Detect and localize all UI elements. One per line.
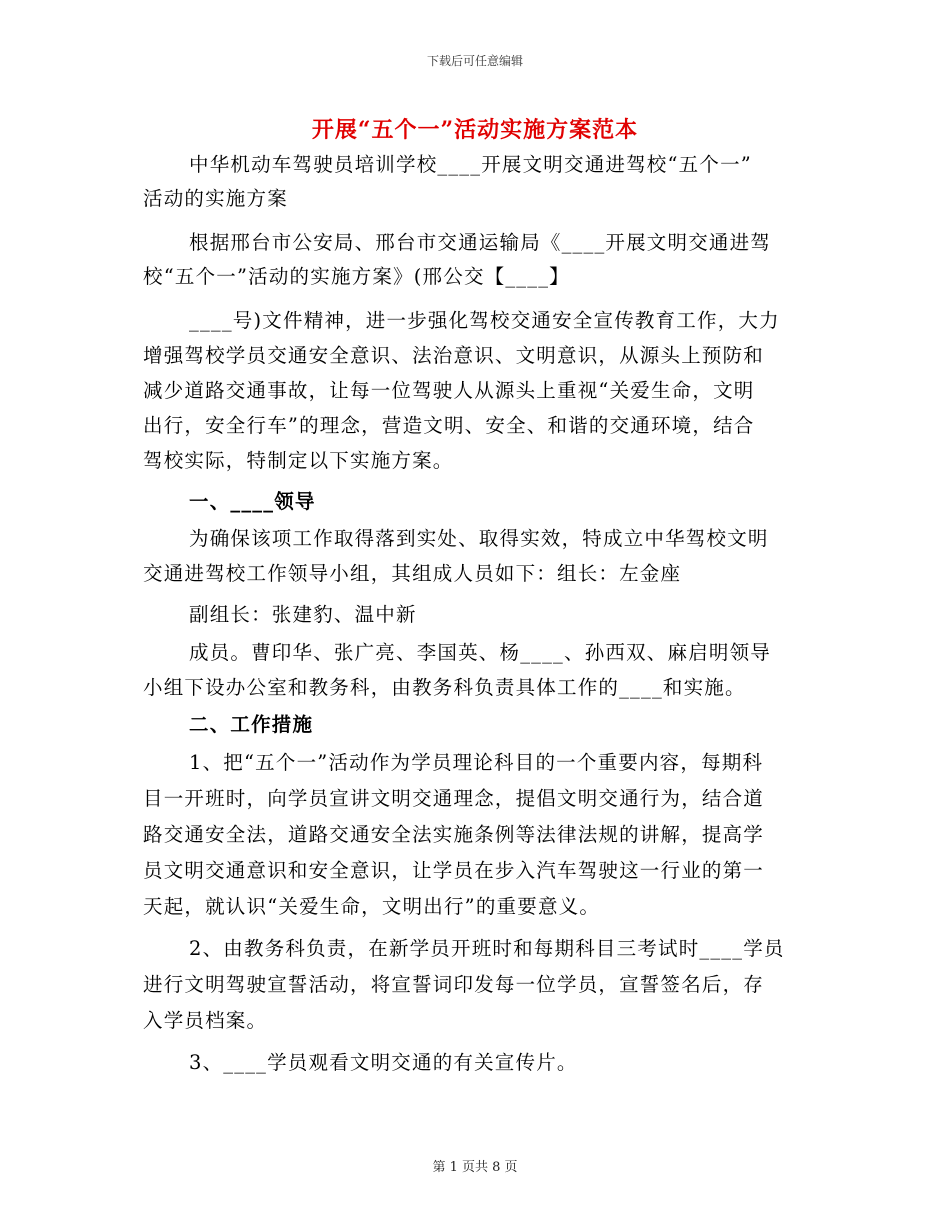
body-line: 校“五个一”活动的实施方案》(邢公交【____】 <box>143 265 570 288</box>
body-line: 交通进驾校工作领导小组，其组成人员如下：组长：左金座 <box>143 562 682 585</box>
page-footer: 第 1 页共 8 页 <box>432 1160 518 1175</box>
page-header-note: 下载后可任意编辑 <box>426 54 523 68</box>
body-line: 副组长：张建豹、温中新 <box>189 603 417 626</box>
body-line: 员文明交通意识和安全意识，让学员在步入汽车驾驶这一行业的第一 <box>143 859 765 882</box>
section-heading: 二、工作措施 <box>189 713 314 736</box>
body-line: 路交通安全法，道路交通安全法实施条例等法律法规的讲解，提高学 <box>143 823 765 846</box>
body-line: 根据邢台市公安局、邢台市交通运输局《____开展文明交通进驾 <box>189 231 772 254</box>
body-line: 天起，就认识“关爱生命，文明出行”的重要意义。 <box>143 895 601 918</box>
body-line: 活动的实施方案 <box>143 187 288 210</box>
body-line: 小组下设办公室和教务科，由教务科负责具体工作的____和实施。 <box>143 676 746 699</box>
section-heading: 一、____领导 <box>189 490 316 513</box>
body-line: 1、把“五个一”活动作为学员理论科目的一个重要内容，每期科 <box>189 751 764 774</box>
body-line: 出行，安全行车”的理念，营造文明、安全、和谐的交通环境，结合 <box>143 414 755 437</box>
body-line: ____号)文件精神，进一步强化驾校交通安全宣传教育工作，大力 <box>189 309 780 332</box>
body-line: 为确保该项工作取得落到实处、取得实效，特成立中华驾校文明 <box>189 527 769 550</box>
body-line: 3、____学员观看文明交通的有关宣传片。 <box>189 1051 578 1074</box>
body-line: 入学员档案。 <box>143 1009 268 1032</box>
body-line: 进行文明驾驶宣誓活动，将宣誓词印发每一位学员，宣誓签名后，存 <box>143 973 765 996</box>
body-line: 减少道路交通事故，让每一位驾驶人从源头上重视“关爱生命，文明 <box>143 379 755 402</box>
body-line: 目一开班时，向学员宣讲文明交通理念，提倡文明交通行为，结合道 <box>143 787 765 810</box>
body-line: 成员。曹印华、张广亮、李国英、杨____、孙西双、麻启明领导 <box>189 641 772 664</box>
body-line: 2、由教务科负责，在新学员开班时和每期科目三考试时____学员 <box>189 937 785 960</box>
body-line: 驾校实际，特制定以下实施方案。 <box>143 449 454 472</box>
body-line: 增强驾校学员交通安全意识、法治意识、文明意识，从源头上预防和 <box>143 344 765 367</box>
body-line: 中华机动车驾驶员培训学校____开展文明交通进驾校“五个一” <box>189 153 752 176</box>
document-title: 开展“五个一”活动实施方案范本 <box>311 117 639 143</box>
